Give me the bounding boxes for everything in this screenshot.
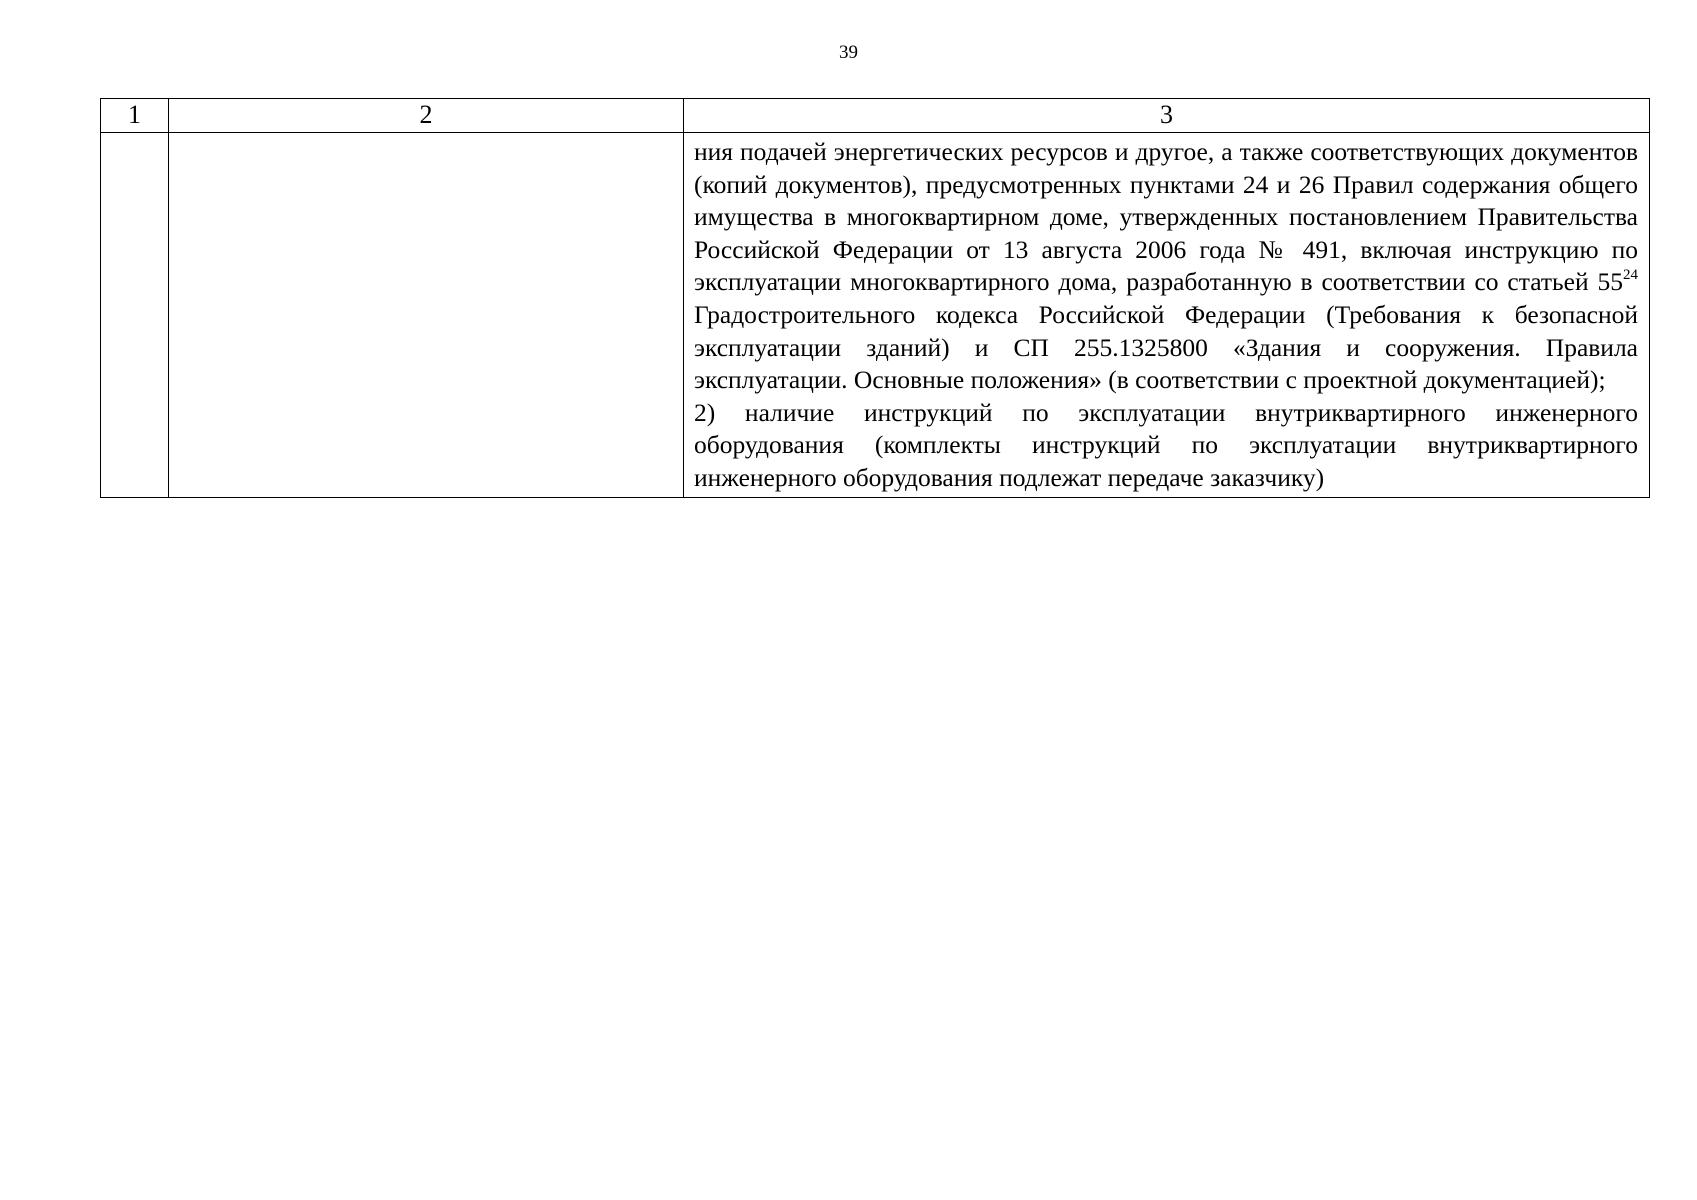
requirements-table: [100, 98, 1650, 498]
table-cell-col1: [101, 133, 169, 498]
table-header-row: [101, 99, 1650, 133]
table-row: [101, 133, 1650, 498]
column-header-2: 2: [169, 99, 684, 133]
column-header-1: 1: [101, 99, 169, 133]
cell-paragraph-2: 2) наличие инструкций по эксплуатации внутриквартирного инженерного оборудования (комплекты инструкций по эксплуатации внутриквартирного инженерного оборудования подлежат передаче заказчику): [694, 397, 1638, 492]
paragraph-1-text: ния подачей энергетических ресурсов и другое, а также соответствующих документов (копий документов), предусмотренных пунктами 24 и 26 Правил содержания общего имущества в многоквартирном доме, утвержденных постановлением Правительства Российской Федерации от 13 августа 2006 года № 491, включая инструкцию по эксплуатации многоквартирного дома, разработанную в соответствии со статьей 55: [694, 137, 1638, 297]
article-superscript: 24: [1623, 266, 1638, 283]
page-number: 39: [839, 42, 858, 63]
table-cell-col3: [684, 133, 1650, 498]
table-cell-col2: [169, 133, 684, 498]
cell-paragraph-1: [694, 136, 1638, 397]
paragraph-1-text-continued: Градостроительного кодекса Российской Федерации (Требования к безопасной эксплуатации зданий) и СП 255.1325800 «Здания и сооружения. Правила эксплуатации. Основные положения» (в соответствии с проектной документацией);: [694, 299, 1638, 395]
column-header-3: 3: [684, 99, 1650, 133]
